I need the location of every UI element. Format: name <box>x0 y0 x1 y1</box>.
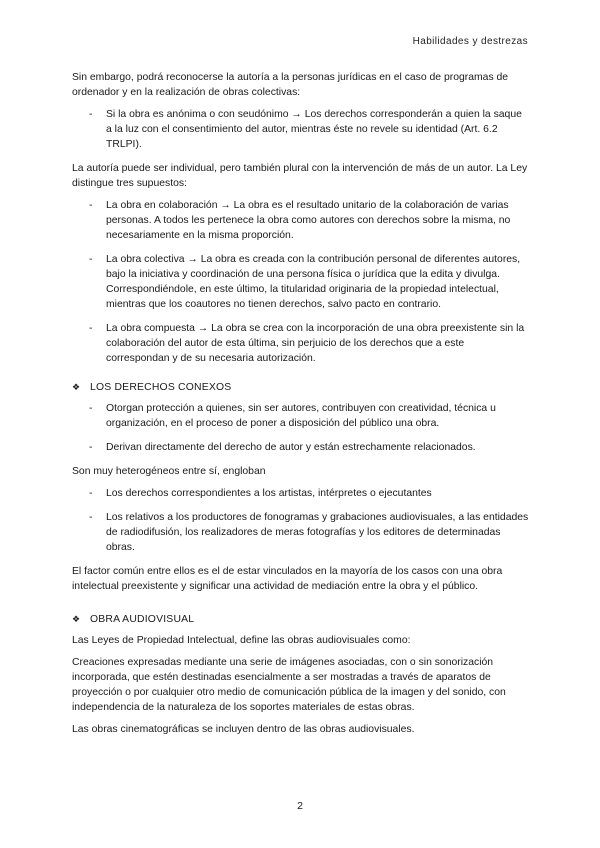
dash-bullet: - <box>89 403 93 414</box>
paragraph: Son muy heterogéneos entre sí, engloban <box>72 466 266 477</box>
dash-bullet: - <box>89 254 93 265</box>
dash-list <box>72 486 530 555</box>
list-item <box>72 510 530 555</box>
list-item <box>72 252 530 312</box>
section-heading-text: OBRA AUDIOVISUAL <box>90 614 195 625</box>
dash-bullet: - <box>89 512 93 523</box>
list-item <box>72 198 530 243</box>
paragraph: El factor común entre ellos es el de estar vinculados en la mayoría de los casos con una obra intelectual preexistente y significar una actividad de mediación entre la obra y el público. <box>72 566 503 592</box>
dash-bullet: - <box>89 442 93 453</box>
list-item-text: Los relativos a los productores de fonogramas y grabaciones audiovisuales, a las entidades de radiodifusión, los realizadores de meras fotografías y los editores de determinadas obras. <box>106 512 529 553</box>
dash-bullet: - <box>89 323 93 334</box>
list-item <box>72 486 530 501</box>
list-item <box>72 107 530 152</box>
diamond-bullet-icon: ❖ <box>72 614 81 624</box>
paragraph: Las obras cinematográficas se incluyen dentro de las obras audiovisuales. <box>72 724 415 735</box>
section-heading <box>72 380 530 395</box>
list-item-text: Derivan directamente del derecho de autor y están estrechamente relacionados. <box>106 442 476 453</box>
list-item-text: La obra compuesta → La obra se crea con la incorporación de una obra preexistente sin la colaboración del autor de esta última, sin perjuicio de los derechos que a este correspondan y de su necesaria autorización. <box>106 323 525 364</box>
list-item <box>72 440 530 455</box>
section-heading-text: LOS DERECHOS CONEXOS <box>90 382 232 393</box>
paragraph: Las Leyes de Propiedad Intelectual, define las obras audiovisuales como: <box>72 635 411 646</box>
dash-bullet: - <box>89 488 93 499</box>
list-item-text: Si la obra es anónima o con seudónimo → Los derechos corresponderán a quien la saque a la luz con el consentimiento del autor, mientras éste no revele su identidad (Art. 6.2 TRLPI). <box>106 109 522 150</box>
diamond-bullet-icon: ❖ <box>72 382 81 392</box>
list-item-text: Otorgan protección a quienes, sin ser autores, contribuyen con creatividad, técnica u organización, en el proceso de poner a disposición del público una obra. <box>106 403 496 429</box>
paragraph: Sin embargo, podrá reconocerse la autoría a la personas jurídicas en el caso de programas de ordenador y en la realización de obras colectivas: <box>72 72 509 98</box>
list-item <box>72 401 530 431</box>
list-item-text: Los derechos correspondientes a los artistas, intérpretes o ejecutantes <box>106 488 432 499</box>
paragraph: La autoría puede ser individual, pero también plural con la intervención de más de un autor. La Ley distingue tres supuestos: <box>72 163 528 189</box>
list-item <box>72 321 530 366</box>
dash-list <box>72 107 530 152</box>
dash-list <box>72 401 530 455</box>
list-item-text: La obra en colaboración → La obra es el resultado unitario de la colaboración de varias personas. A todos les pertenece la obra como autores con derechos sobre la misma, no necesariamente en la misma proporción. <box>106 200 511 241</box>
running-header: Habilidades y destrezas <box>412 36 528 47</box>
page-number: 2 <box>297 800 303 812</box>
dash-bullet: - <box>89 109 93 120</box>
section-heading <box>72 612 530 627</box>
page-body <box>72 70 530 744</box>
list-item-text: La obra colectiva → La obra es creada con la contribución personal de diferentes autores, bajo la iniciativa y coordinación de una persona física o jurídica que la edita y divulga. Correspondiéndole, en este último, la titularidad originaria de la propiedad intelectual, mientras que los coautores no tienen derechos, salvo pacto en contrario. <box>106 254 521 310</box>
paragraph: Creaciones expresadas mediante una serie de imágenes asociadas, con o sin sonorización incorporada, que estén destinadas esencialmente a ser mostradas a través de aparatos de proyección o por cualquier otro medio de comunicación pública de la imagen y del sonido, con independencia de la naturaleza de los soportes materiales de estas obras. <box>72 657 506 713</box>
dash-list <box>72 198 530 366</box>
dash-bullet: - <box>89 200 93 211</box>
